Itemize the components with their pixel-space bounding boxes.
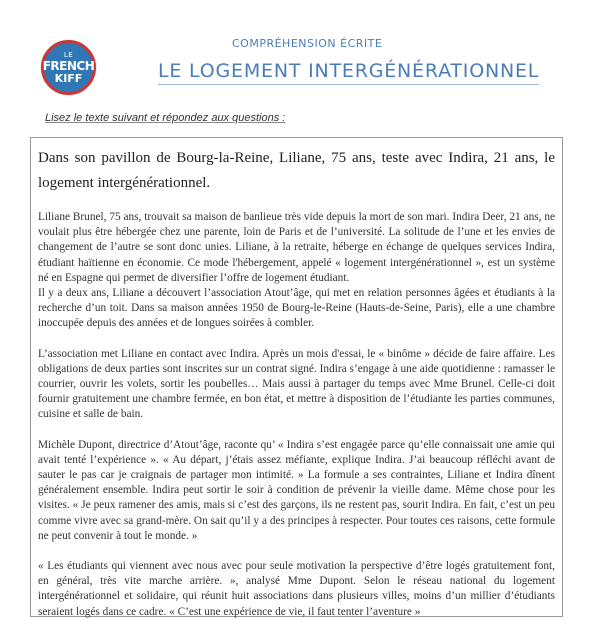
article-paragraph: L’association met Liliane en contact avec Indira. Après un mois d'essai, le « binôme » décide de faire affaire. Les obligations de deux parties sont inscrites sur un contrat signé. Indira s’engage à une aide quotidienne : ramasser le courrier, ouvrir les volets, sortir les poubelles… Mais aussi à partager du temps avec Mme Brunel. Celle-ci doit fournir gratuitement une chambre fermée, en bon état, et mettre à disposition de l’étudiante les parties communes, cuisine et salle de bain. [38,347,555,421]
article-box [30,137,563,617]
document-subtitle: COMPRÉHENSION ÉCRITE [232,37,383,50]
article-lead: Dans son pavillon de Bourg-la-Reine, Liliane, 75 ans, teste avec Indira, 21 ans, le logement intergénérationnel. [38,150,555,191]
french-kiff-logo [41,40,96,95]
logo-line-3: KIFF [54,71,83,85]
article-paragraph: Il y a deux ans, Liliane a découvert l’association Atout’âge, qui met en relation personnes âgées et étudiants à la recherche d’un toit. Dans sa maison années 1950 de Bourg-le-Reine (Hauts-de-Seine, Paris), elle a une chambre inoccupée depuis des années et de longues soirées à combler. [38,287,555,330]
logo-line-2: FRENCH [42,58,95,73]
instruction-text: Lisez le texte suivant et répondez aux questions : [45,112,286,124]
document-title: LE LOGEMENT INTERGÉNÉRATIONNEL [158,60,539,85]
article-paragraph: « Les étudiants qui viennent avec nous avec pour seule motivation la perspective d’être logés gratuitement font, en général, très vite marche arrière. », analysé Mme Dupont. Selon le réseau national du logement intergénérationnel et solidaire, qui réunit huit associations dans plusieurs villes, moins d’un millier d’étudiants seraient logés dans ce cadre. « C’est une expérience de vie, il faut tenter l’aventure » [38,560,555,618]
logo-line-1: LE [63,50,74,59]
article-paragraph: Liliane Brunel, 75 ans, trouvait sa maison de banlieue très vide depuis la mort de son mari. Indira Deer, 21 ans, ne voulait plus être hébergée chez une parente, loin de Paris et de l’université. La solitude de l’une et les envies de changement de l’autre se sont donc unies. Liliane, à la retraite, héberge en échange de quelques services Indira, étudiant haïtienne en économie. Ce mode l'hébergement, appelé « logement intergénérationnel », est un système né en Espagne qui permet de diversifier l’offre de logement étudiant. [38,211,555,284]
article-paragraph: Michèle Dupont, directrice d’Atout’âge, raconte qu’ « Indira s’est engagée parce qu’elle connaissait une amie qui avait tenté l’expérience ». « Au départ, j’étais assez méfiante, explique Indira. J’ai beaucoup réfléchi avant de sauter le pas car je craignais de partager mon intimité. » La formule a ses contraintes, Liliane et Indira dînent généralement ensemble. Indira peut sortir le soir à condition de prévenir la vieille dame. Même chose pour les visites. « Je peux ramener des amis, mais si c’est des garçons, ils ne restent pas, sourit Indira. En fait, c’est un peu comme vivre avec sa grand-mère. On sait qu’il y a des principes à respecter. Pour toutes ces raisons, cette formule ne peut convenir à tout le monde. » [38,438,555,542]
